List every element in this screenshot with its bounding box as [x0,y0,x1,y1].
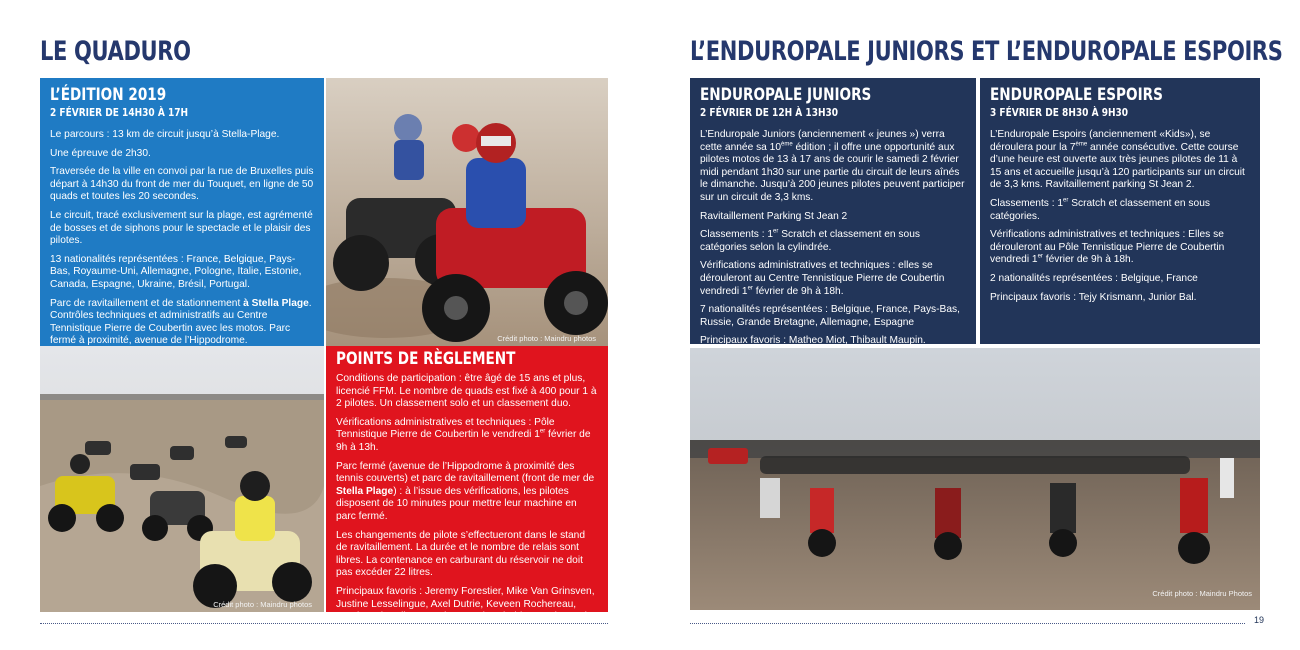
edition-duration-text: Une épreuve de 2h30. [50,147,151,159]
quad-race-photo [40,346,324,612]
photo-credit: Crédit photo : Maindru Photos [1152,589,1252,598]
juniors-schedule: 2 FÉVRIER DE 12H À 13H30 [700,106,839,119]
juniors-verifications-text: Vérifications administratives et techniques : elles se dérouleront au Centre Tennistique Pierre de Coubertin vendredi 1er février de 9h à 18h. [700,260,945,297]
edition-convoy-text: Traversée de la ville en convoi par la rue de Bruxelles puis départ à 14h30 du front de mer du Touquet, en ligne de 50 quads et toutes les 20 secondes. [50,166,314,203]
left-page-heading: LE QUADURO [40,36,191,67]
quad-riders-photo [326,78,608,346]
edition-circuit-text: Le circuit, tracé exclusivement sur la plage, est agrémenté de bosses et de siphons pour le spectacle et le plaisir des pilotes. [50,209,313,247]
reglement-title: POINTS DE RÈGLEMENT [336,349,516,369]
reglement-favorites-text: Principaux favoris : Jeremy Forestier, Mike Van Grinsven, Justine Lesselingue, Axel Dutrie, Keveen Rochereau, Antoine Cheurlin, Romain Couprie, Sheldon Seal, Randy Naveaux, Matthieu Ternynck, Florian Mangeot. [336,585,595,635]
juniors-title: ENDUROPALE JUNIORS [700,85,872,105]
espoirs-title: ENDUROPALE ESPOIRS [990,85,1163,105]
left-footer-divider [40,623,608,624]
edition-paddock-text: Parc de ravitaillement et de stationnement à Stella Plage. Contrôles techniques et administratifs au Centre Tennistique Pierre de Coubertin avec les motos. Parc fermé à proximité, avenue de l’Hippodrome. [50,297,312,347]
edition-2019-box [40,78,324,346]
juniors-rankings-text: Classements : 1er Scratch et classement en sous catégories selon la cylindrée. [700,228,920,253]
reglement-verifications-text: Vérifications administratives et techniques : Pôle Tennistique Pierre de Coubertin le vendredi 1er février de 9h à 13h. [336,416,591,453]
espoirs-verifications-text: Vérifications administratives et techniques : Elles se dérouleront au Pôle Tennistique Pierre de Coubertin vendredi 1er février de 9h à 18h. [990,229,1225,266]
reglement-parc-ferme-text: Parc fermé (avenue de l’Hippodrome à proximité des tennis couverts) et parc de ravitaillement (front de mer de Stella Plage) : à l’issue des vérifications, les pilotes disposent de 10 minutes pour mettre leur machine en parc fermé. [336,460,595,522]
edition-schedule: 2 FÉVRIER DE 14H30 À 17H [50,106,189,119]
page-number: 19 [1254,615,1265,625]
espoirs-favorites-text: Principaux favoris : Tejy Krismann, Junior Bal. [990,291,1197,303]
juniors-nationalities-text: 7 nationalités représentées : Belgique, France, Pays-Bas, Russie, Grande Bretagne, Allemagne, Espagne [700,304,960,328]
edition-nationalities-text: 13 nationalités représentées : France, Belgique, Pays-Bas, Royaume-Uni, Allemagne, Pologne, Italie, Estonie, Canada, Espagne, Ukraine, Brésil, Portugal. [50,253,302,290]
edition-title: L’ÉDITION 2019 [50,85,167,105]
right-footer-divider [690,623,1245,624]
espoirs-rankings-text: Classements : 1er Scratch et classement en sous catégories. [990,197,1210,222]
right-page-heading: L’ENDUROPALE JUNIORS ET L’ENDUROPALE ESPOIRS [690,36,1283,67]
juniors-intro-text: L’Enduropale Juniors (anciennement « jeunes ») verra cette année sa 10ème édition ; il offre une opportunité aux pilotes motos de 13 à 17 ans de courir le samedi 2 février midi pendant 1h30 sur une partie du circuit de leurs aînés le dimanche. Jusqu’à 200 jeunes pilotes peuvent participer sur un circuit de 3,3 kms. [700,129,965,203]
reglement-pilot-change-text: Les changements de pilote s’effectueront dans le stand de ravitaillement. La durée et le nombre de relais sont libres. La contenance en carburant du réservoir ne doit pas excéder 22 litres. [336,529,586,579]
juniors-refuel-text: Ravitaillement Parking St Jean 2 [700,210,848,222]
photo-credit: Crédit photo : Maindru photos [497,334,596,343]
juniors-favorites-text: Principaux favoris : Matheo Miot, Thibault Maupin. [700,335,926,347]
edition-course-text: Le parcours : 13 km de circuit jusqu’à Stella-Plage. [50,129,280,140]
juniors-box [690,78,976,347]
espoirs-schedule: 3 FÉVRIER DE 8H30 À 9H30 [990,106,1129,119]
reglement-box [326,346,608,635]
moto-race-photo [690,348,1260,610]
espoirs-intro-text: L’Enduropale Espoirs (anciennement «Kids»), se déroulera pour la 7ème année consécutive. Cette course d’une heure est ouverte aux très jeunes pilotes de 11 à 15 ans et accueille jusqu’à 120 participants sur un circuit de 3,3 kms. Ravitaillement parking St Jean 2. [990,129,1245,191]
espoirs-box [980,78,1260,344]
photo-credit: Crédit photo : Maindru photos [213,600,312,609]
reglement-conditions-text: Conditions de participation : être âgé de 15 ans et plus, licencié FFM. Le nombre de quads est fixé à 400 pour 1 à 2 pilotes. Un classement solo et un classement duo. [336,373,597,410]
espoirs-nationalities-text: 2 nationalités représentées : Belgique, France [990,272,1198,284]
